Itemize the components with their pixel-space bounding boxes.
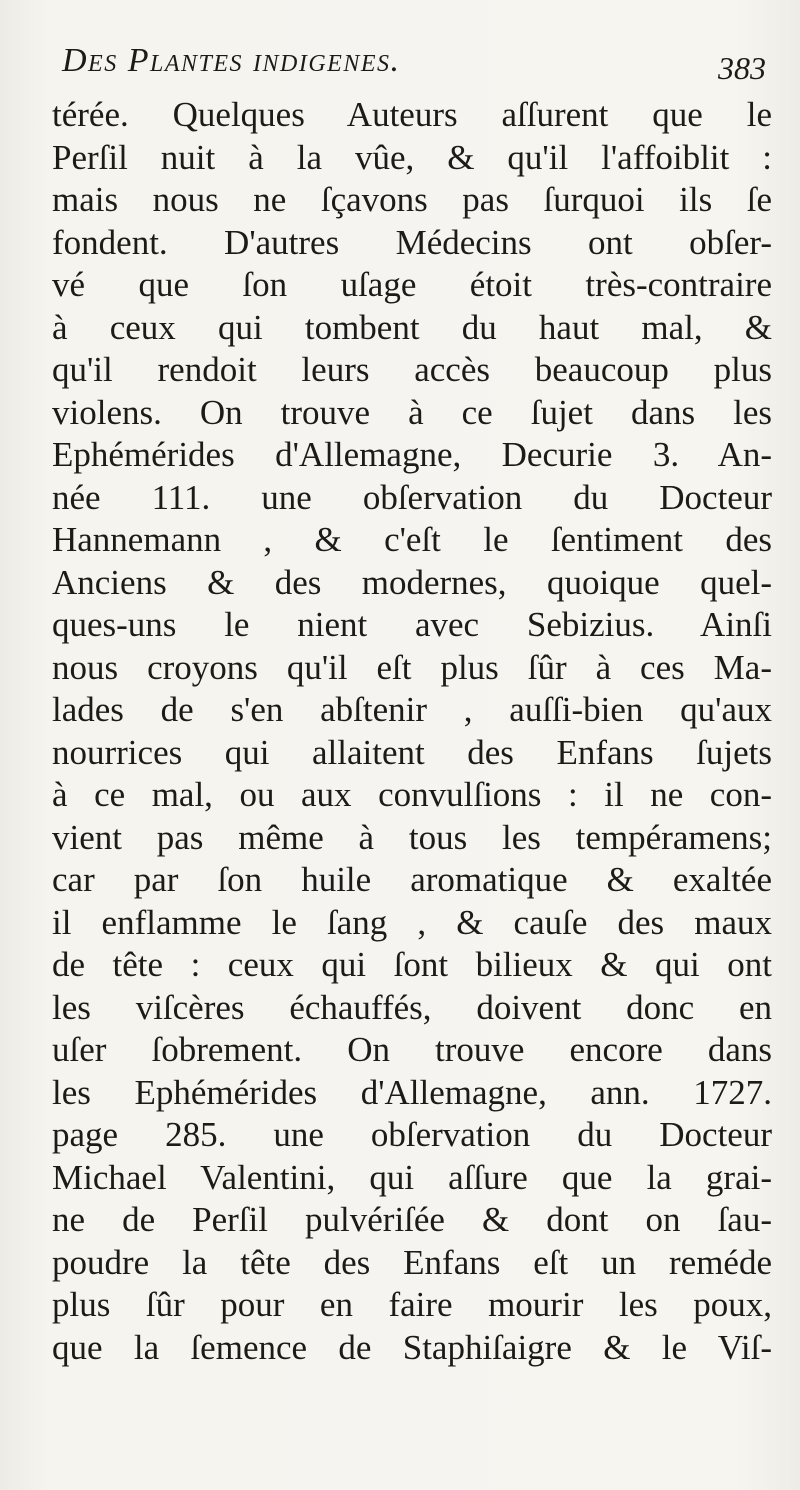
text-line: violens. On trouve à ce ſujet dans les <box>52 392 772 432</box>
text-line: à ceux qui tombent du haut mal, & <box>52 307 772 347</box>
text-line: car par ſon huile aromatique & exaltée <box>52 860 772 899</box>
text-line: mais nous ne ſçavons pas ſurquoi ils ſe <box>52 180 772 219</box>
text-line: nourrices qui allaitent des Enfans ſujets <box>52 732 772 772</box>
text-line: Anciens & des modernes, quoique quel- <box>52 562 772 602</box>
text-line: fondent. D'autres Médecins ont obſer- <box>52 222 772 262</box>
text-line: de tête : ceux qui ſont bilieux & qui ont <box>52 945 772 984</box>
text-line: qu'il rendoit leurs accès beaucoup plus <box>52 350 772 389</box>
body-text <box>52 94 772 1369</box>
text-line: poudre la tête des Enfans eſt un reméde <box>52 1242 772 1282</box>
text-line: vé que ſon uſage étoit très-contraire <box>52 265 772 304</box>
text-line: il enflamme le ſang , & cauſe des maux <box>52 902 772 942</box>
text-line: ques-uns le nient avec Sebizius. Ainſi <box>52 605 772 644</box>
text-line: vient pas même à tous les tempéramens; <box>52 817 772 857</box>
page-header <box>62 40 772 90</box>
text-line: Perſil nuit à la vûe, & qu'il l'affoiblit : <box>52 137 772 177</box>
page-number: 383 <box>718 50 766 86</box>
running-title: Des Plantes indigenes. <box>62 42 401 79</box>
text-line: Michael Valentini, qui aſſure que la grai- <box>52 1157 772 1197</box>
text-line: uſer ſobrement. On trouve encore dans <box>52 1030 772 1069</box>
text-line: lades de s'en abſtenir , auſſi-bien qu'aux <box>52 690 772 729</box>
text-line: que la ſemence de Staphiſaigre & le Viſ- <box>52 1327 772 1367</box>
text-line: Ephémérides d'Allemagne, Decurie 3. An- <box>52 435 772 474</box>
text-line: les Ephémérides d'Allemagne, ann. 1727. <box>52 1072 772 1112</box>
text-line: page 285. une obſervation du Docteur <box>52 1115 772 1154</box>
text-line: ne de Perſil pulvériſée & dont on ſau- <box>52 1200 772 1239</box>
text-line: née 111. une obſervation du Docteur <box>52 477 772 517</box>
text-line: à ce mal, ou aux convulſions : il ne con- <box>52 775 772 814</box>
text-line: térée. Quelques Auteurs aſſurent que le <box>52 95 772 134</box>
text-line: les viſcères échauffés, doivent donc en <box>52 987 772 1027</box>
text-line: plus ſûr pour en faire mourir les poux, <box>52 1285 772 1324</box>
text-line: nous croyons qu'il eſt plus ſûr à ces Ma- <box>52 647 772 687</box>
text-line: Hannemann , & c'eſt le ſentiment des <box>52 520 772 559</box>
